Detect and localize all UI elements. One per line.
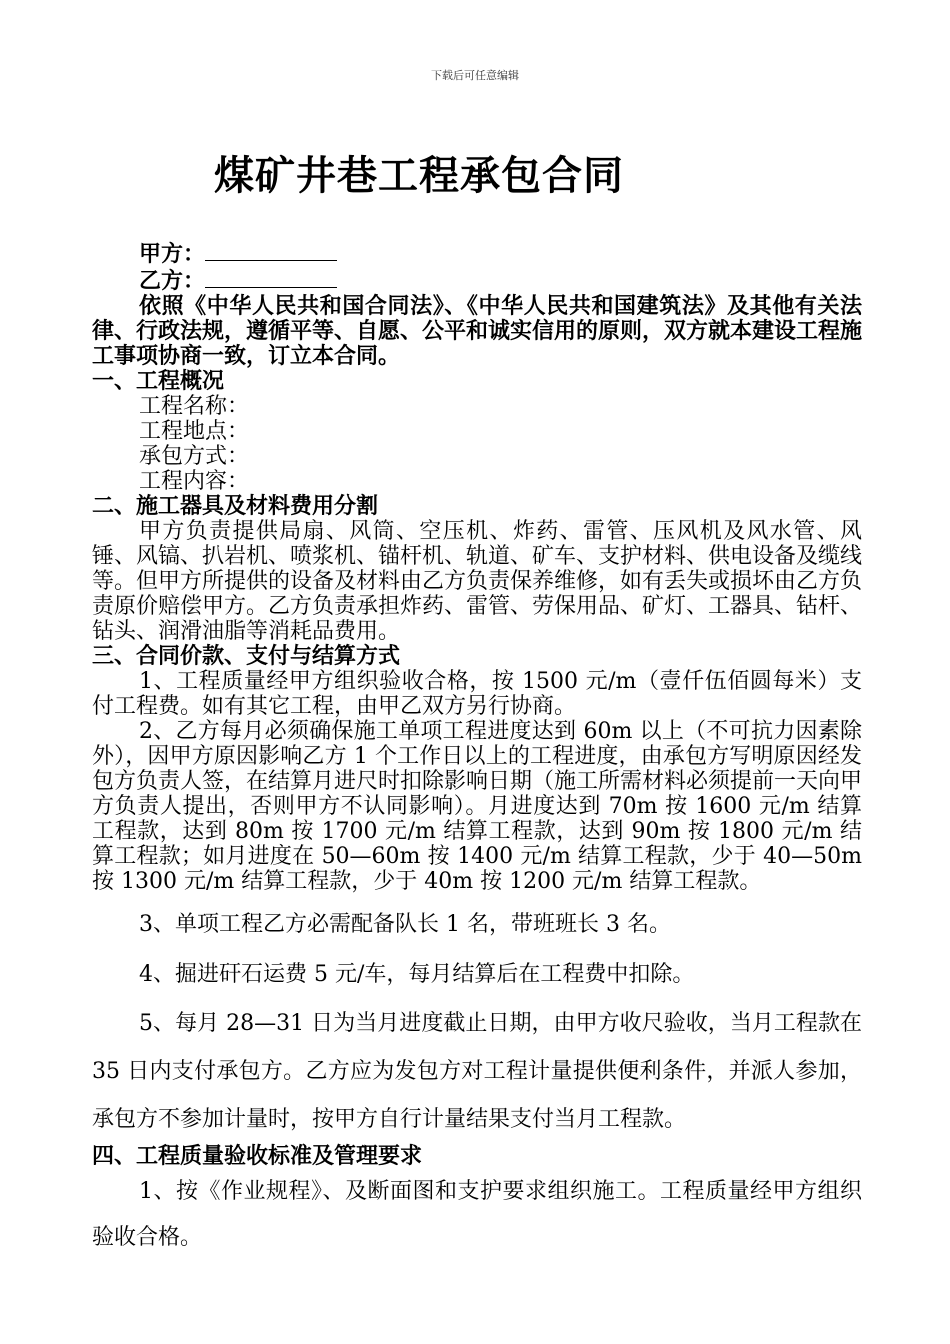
section3-clause-1: 1、工程质量经甲方组织验收合格，按 1500 元/m（壹仟伍佰圆每米）支付工程费。如有其它工程，由甲乙双方另行协商。: [92, 669, 862, 719]
section3-clause-2: 2、乙方每月必须确保施工单项工程进度达到 60m 以上（不可抗力因素除外），因甲方原因影响乙方 1 个工作日以上的工程进度，由承包方写明原因经发包方负责人签，在结算月进尺时扣除影响日期（施工所需材料必须提前一天向甲方负责人提出，否则甲方不认同影响）。月进度达到 70m 按 1600 元/m 结算工程款，达到 80m 按 1700 元/m 结算工程款，达到 90m 按 1800 元/m 结算工程款；如月进度在 50—60m 按 1400 元/m 结算工程款，少于 40—50m 按 1300 元/m 结算工程款，少于 40m 按 1200 元/m 结算工程款。: [92, 719, 863, 894]
project-location-item: 工程地点：: [139, 419, 250, 444]
party-b-label: 乙方：: [139, 269, 206, 294]
project-name-item: 工程名称：: [139, 394, 250, 419]
section3-heading: 三、合同价款、支付与结算方式: [92, 644, 401, 669]
party-a-label: 甲方：: [139, 242, 206, 267]
contract-body: [92, 240, 862, 1261]
intro-paragraph: 依照《中华人民共和国合同法》、《中华人民共和国建筑法》及其他有关法律、行政法规，遵循平等、自愿、公平和诚实信用的原则，双方就本建设工程施工事项协商一致，订立本合同。: [92, 294, 863, 369]
party-a-line: [92, 240, 862, 267]
section4-clause-1: 1、按《作业规程》、及断面图和支护要求组织施工。工程质量经甲方组织验收合格。: [92, 1179, 862, 1250]
project-content-item: 工程内容：: [139, 469, 250, 494]
party-a-blank: [205, 240, 337, 261]
section1-heading: 一、工程概况: [92, 369, 225, 394]
section3-clause-3: 3、单项工程乙方必需配备队长 1 名，带班班长 3 名。: [139, 912, 671, 937]
contract-mode-item: 承包方式：: [139, 444, 250, 469]
section2-paragraph: 甲方负责提供局扇、风筒、空压机、炸药、雷管、压风机及风水管、风锤、风镐、扒岩机、喷浆机、锚杆机、轨道、矿车、支护材料、供电设备及缆线等。但甲方所提供的设备及材料由乙方负责保养维修，如有丢失或损坏由乙方负责原价赔偿甲方。乙方负责承担炸药、雷管、劳保用品、矿灯、工器具、钻杆、钻头、润滑油脂等消耗品费用。: [92, 519, 863, 644]
party-b-line: [92, 267, 862, 294]
section4-heading: 四、工程质量验收标准及管理要求: [92, 1144, 423, 1169]
header-note: 下载后可任意编辑: [431, 69, 519, 82]
section2-heading: 二、施工器具及材料费用分割: [92, 494, 379, 519]
document-title: 煤矿井巷工程承包合同: [214, 153, 624, 199]
section3-clause-4: 4、掘进矸石运费 5 元/车，每月结算后在工程费中扣除。: [139, 962, 695, 987]
section3-clause-5: 5、每月 28—31 日为当月进度截止日期，由甲方收尺验收，当月工程款在 35 日内支付承包方。乙方应为发包方对工程计量提供便利条件，并派人参加，承包方不参加计量时，按甲方自行计量结果支付当月工程款。: [92, 1011, 862, 1132]
party-b-blank: [205, 267, 337, 288]
